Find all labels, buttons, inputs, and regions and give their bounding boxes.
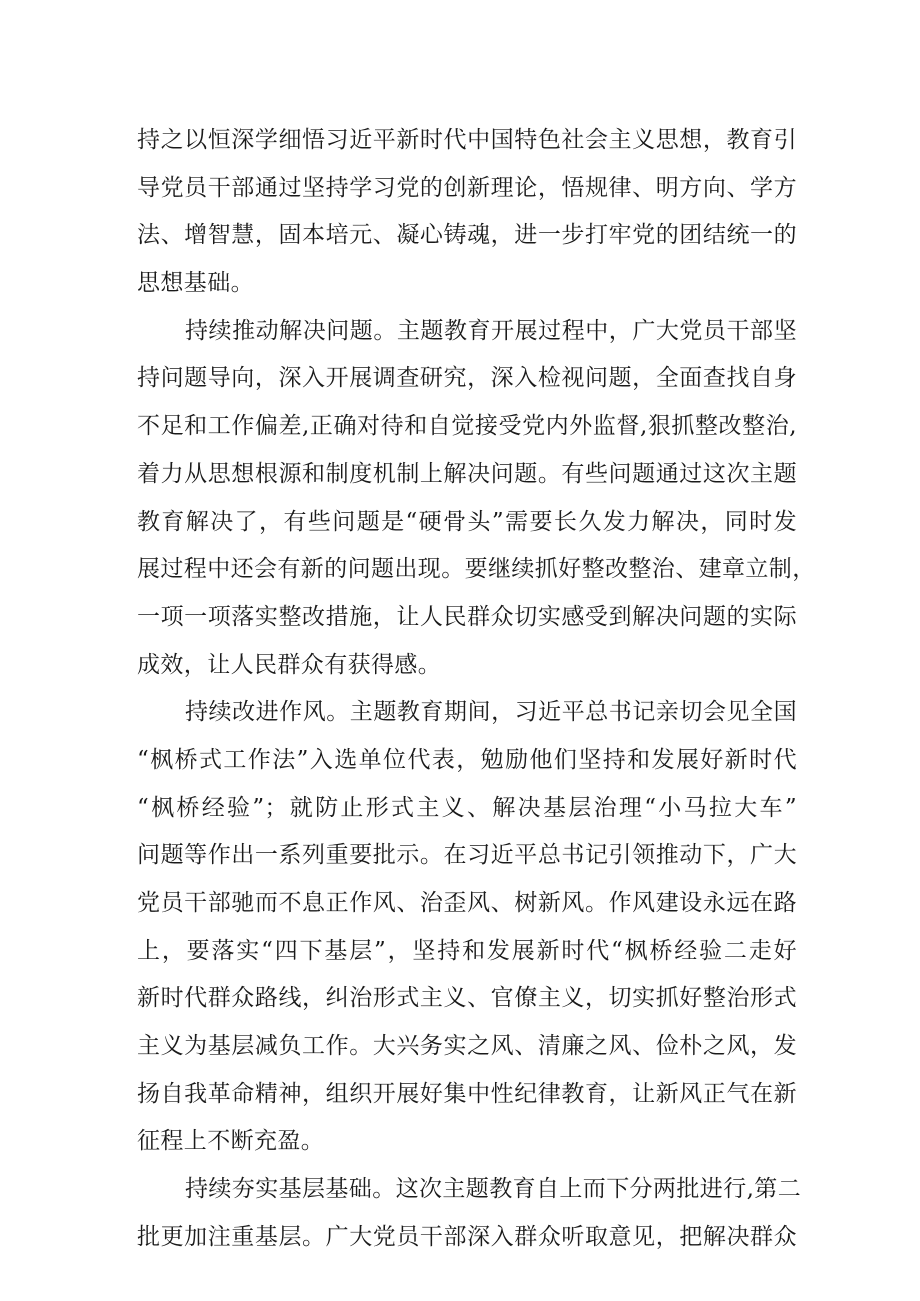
text-line: 征程上不断充盈。	[137, 1128, 325, 1155]
text-line: 法、增智慧，固本培元、凝心铸魂，进一步打牢党的团结统一的	[137, 222, 797, 249]
text-line: 教育解决了，有些问题是“硬骨头”需要长久发力解决，同时发	[137, 508, 797, 535]
text-line: 批更加注重基层。广大党员干部深入群众听取意见，把解决群众	[137, 1223, 797, 1250]
text-line: 扬自我革命精神，组织开展好集中性纪律教育，让新风正气在新	[137, 1080, 797, 1107]
text-line: 不足和工作偏差,正确对待和自觉接受党内外监督,狠抓整改整治,	[137, 413, 797, 440]
paragraph-heading-line: 持续改进作风。主题教育期间，习近平总书记亲切会见全国	[185, 699, 797, 726]
paragraph-heading-line: 持续夯实基层基础。这次主题教育自上而下分两批进行,第二	[185, 1176, 802, 1203]
text-line: 党员干部驰而不息正作风、治歪风、树新风。作风建设永远在路	[137, 890, 797, 916]
text-line: 问题等作出一系列重要批示。在习近平总书记引领推动下，广大	[137, 842, 797, 869]
text-line: 新时代群众路线，纠治形式主义、官僚主义，切实抓好整治形式	[137, 985, 797, 1012]
text-line: “枫桥经验”；就防止形式主义、解决基层治理“小马拉大车”	[137, 794, 797, 821]
text-line: 主义为基层减负工作。大兴务实之风、清廉之风、俭朴之风，发	[137, 1033, 797, 1060]
paragraph-heading-line: 持续推动解决问题。主题教育开展过程中，广大党员干部坚	[185, 317, 797, 344]
text-line: 持之以恒深学细悟习近平新时代中国特色社会主义思想，教育引	[137, 127, 797, 153]
text-line: 导党员干部通过坚持学习党的创新理论，悟规律、明方向、学方	[137, 174, 797, 201]
text-line: 成效，让人民群众有获得感。	[137, 651, 442, 678]
text-line: 一项一项落实整改措施，让人民群众切实感受到解决问题的实际	[137, 603, 797, 630]
text-line: 展过程中还会有新的问题出现。要继续抓好整改整治、建章立制，	[137, 556, 816, 583]
text-line: “枫桥式工作法”入选单位代表，勉励他们坚持和发展好新时代	[137, 746, 797, 773]
text-line: 思想基础。	[137, 270, 254, 297]
document-body	[137, 117, 816, 1262]
text-line: 上，要落实“四下基层”，坚持和发展新时代“枫桥经验二走好	[137, 937, 797, 964]
text-line: 着力从思想根源和制度机制上解决问题。有些问题通过这次主题	[137, 460, 797, 487]
text-line: 持问题导向，深入开展调查研究，深入检视问题，全面查找自身	[137, 365, 797, 392]
